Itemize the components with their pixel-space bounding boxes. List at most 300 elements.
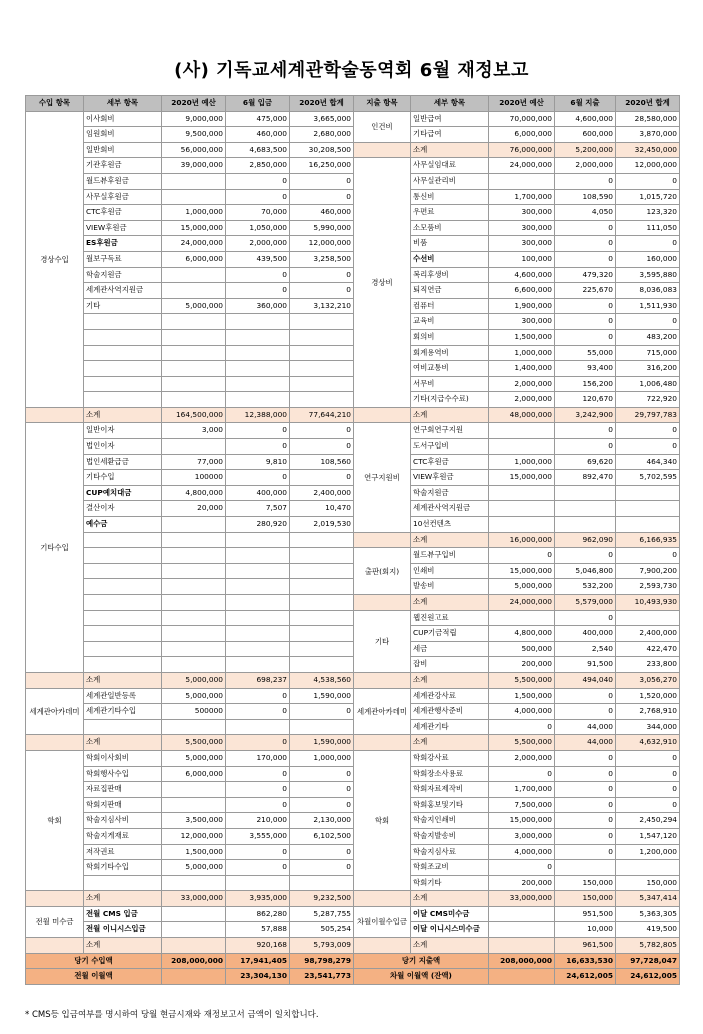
expense-total: 0 (616, 173, 680, 189)
expense-budget (489, 501, 555, 517)
expense-total: 0 (616, 750, 680, 766)
income-budget (162, 906, 226, 922)
empty-cell (162, 392, 226, 408)
expense-item: 세계관강사료 (411, 688, 489, 704)
empty-cell (290, 532, 354, 548)
income-total: 0 (290, 189, 354, 205)
expense-category: 기타 (354, 610, 411, 672)
expense-total: 464,340 (616, 454, 680, 470)
expense-subtotal-value: 961,500 (555, 938, 616, 954)
expense-category: 인건비 (354, 111, 411, 142)
table-row (26, 579, 680, 595)
expense-month (555, 860, 616, 876)
expense-budget: 4,800,000 (489, 626, 555, 642)
expense-grand-total-month: 16,633,530 (555, 953, 616, 969)
expense-total (616, 485, 680, 501)
empty-cell (290, 595, 354, 611)
expense-month: 4,050 (555, 205, 616, 221)
expense-total: 1,520,000 (616, 688, 680, 704)
expense-item: 도서구입비 (411, 439, 489, 455)
expense-budget: 300,000 (489, 314, 555, 330)
expense-item: 소모품비 (411, 220, 489, 236)
income-month: 400,000 (226, 485, 290, 501)
income-budget (162, 517, 226, 533)
expense-budget: 15,000,000 (489, 470, 555, 486)
expense-subtotal-value: 24,000,000 (489, 595, 555, 611)
table-row (26, 782, 680, 798)
expense-total: 1,547,120 (616, 828, 680, 844)
income-total: 0 (290, 797, 354, 813)
table-row (26, 797, 680, 813)
expense-budget (489, 610, 555, 626)
income-budget: 1,000,000 (162, 205, 226, 221)
income-budget: 5,000,000 (162, 750, 226, 766)
income-carry-budget (162, 969, 226, 985)
empty-cell (290, 548, 354, 564)
table-row (26, 376, 680, 392)
expense-subtotal-label: 소계 (411, 407, 489, 423)
income-month: 0 (226, 797, 290, 813)
empty-cell (290, 329, 354, 345)
expense-total: 1,511,930 (616, 298, 680, 314)
expense-total: 419,500 (616, 922, 680, 938)
income-budget: 15,000,000 (162, 220, 226, 236)
expense-subtotal-value: 5,500,000 (489, 672, 555, 688)
income-month: 0 (226, 173, 290, 189)
expense-budget (489, 485, 555, 501)
income-budget: 5,000,000 (162, 688, 226, 704)
income-total: 2,400,000 (290, 485, 354, 501)
expense-month: 0 (555, 688, 616, 704)
empty-cell (226, 641, 290, 657)
page-title: (사) 기독교세계관학술동역회 6월 재정보고 (174, 60, 529, 81)
empty-cell (290, 376, 354, 392)
expense-month: 0 (555, 766, 616, 782)
income-carry-month: 23,304,130 (226, 969, 290, 985)
expense-item: 복리후생비 (411, 267, 489, 283)
empty-cell (84, 345, 162, 361)
income-budget: 77,000 (162, 454, 226, 470)
expense-month: 0 (555, 844, 616, 860)
income-total: 10,470 (290, 501, 354, 517)
expense-total: 12,000,000 (616, 158, 680, 174)
expense-budget: 70,000,000 (489, 111, 555, 127)
expense-total (616, 860, 680, 876)
expense-month: 5,046,800 (555, 563, 616, 579)
expense-total: 483,200 (616, 329, 680, 345)
income-item: 결산이자 (84, 501, 162, 517)
expense-month: 0 (555, 610, 616, 626)
income-subtotal-value: 5,000,000 (162, 672, 226, 688)
income-item: 세계관기타수입 (84, 704, 162, 720)
expense-subtotal-label: 소계 (411, 938, 489, 954)
income-item: 학회지판매 (84, 797, 162, 813)
expense-month: 0 (555, 782, 616, 798)
expense-month: 0 (555, 548, 616, 564)
empty-cell (162, 626, 226, 642)
income-subtotal-value: 1,590,000 (290, 735, 354, 751)
expense-subtotal-value (489, 938, 555, 954)
expense-subtotal-empty (354, 735, 411, 751)
expense-month: 4,600,000 (555, 111, 616, 127)
expense-budget (489, 906, 555, 922)
expense-subtotal-label: 소계 (411, 735, 489, 751)
table-row (26, 875, 680, 891)
expense-budget: 1,400,000 (489, 361, 555, 377)
empty-cell (84, 392, 162, 408)
expense-subtotal-value: 494,040 (555, 672, 616, 688)
expense-total: 7,900,200 (616, 563, 680, 579)
income-total: 3,258,500 (290, 251, 354, 267)
income-total: 3,665,000 (290, 111, 354, 127)
expense-item: 서무비 (411, 376, 489, 392)
income-item: 일반회비 (84, 142, 162, 158)
empty-cell (162, 548, 226, 564)
empty-cell (162, 657, 226, 673)
income-category: 학회 (26, 750, 84, 890)
income-item: 이사회비 (84, 111, 162, 127)
column-header: 세부 항목 (411, 96, 489, 112)
expense-total: 1,200,000 (616, 844, 680, 860)
table-row (26, 501, 680, 517)
expense-month: 55,000 (555, 345, 616, 361)
income-total: 0 (290, 173, 354, 189)
income-item: 월보구독료 (84, 251, 162, 267)
expense-budget (489, 922, 555, 938)
expense-item: 발송비 (411, 579, 489, 595)
table-row (26, 704, 680, 720)
expense-budget: 500,000 (489, 641, 555, 657)
empty-cell (84, 376, 162, 392)
income-total: 3,132,210 (290, 298, 354, 314)
income-month: 7,507 (226, 501, 290, 517)
empty-cell (162, 563, 226, 579)
expense-item: 교육비 (411, 314, 489, 330)
income-subtotal-label: 소계 (84, 938, 162, 954)
empty-cell (290, 392, 354, 408)
empty-cell (84, 532, 162, 548)
expense-item: 회계용역비 (411, 345, 489, 361)
expense-subtotal-value: 16,000,000 (489, 532, 555, 548)
expense-budget: 100,000 (489, 251, 555, 267)
expense-budget: 3,000,000 (489, 828, 555, 844)
empty-cell (290, 610, 354, 626)
income-category: 기타수입 (26, 423, 84, 673)
expense-budget: 15,000,000 (489, 563, 555, 579)
expense-subtotal-empty (354, 672, 411, 688)
expense-budget: 5,000,000 (489, 579, 555, 595)
expense-item: 월드뷰구입비 (411, 548, 489, 564)
expense-budget: 1,700,000 (489, 189, 555, 205)
expense-total: 422,470 (616, 641, 680, 657)
table-row (26, 392, 680, 408)
expense-item: 일반급여 (411, 111, 489, 127)
income-total: 0 (290, 283, 354, 299)
expense-month: 2,540 (555, 641, 616, 657)
expense-month: 0 (555, 314, 616, 330)
income-month: 360,000 (226, 298, 290, 314)
income-month: 0 (226, 844, 290, 860)
income-month: 0 (226, 782, 290, 798)
table-row (26, 719, 680, 735)
income-item: 학회기타수입 (84, 860, 162, 876)
income-total: 12,000,000 (290, 236, 354, 252)
table-row (26, 735, 680, 751)
expense-item: 학회강사료 (411, 750, 489, 766)
income-month: 439,500 (226, 251, 290, 267)
income-item: CTC후원금 (84, 205, 162, 221)
expense-item: 세계관행사준비 (411, 704, 489, 720)
income-total: 16,250,000 (290, 158, 354, 174)
income-total: 0 (290, 860, 354, 876)
income-month: 210,000 (226, 813, 290, 829)
income-month: 460,000 (226, 127, 290, 143)
expense-total: 0 (616, 314, 680, 330)
income-month: 0 (226, 704, 290, 720)
expense-item: 우편료 (411, 205, 489, 221)
expense-month: 600,000 (555, 127, 616, 143)
expense-item: CUP기금적립 (411, 626, 489, 642)
finance-report-table (25, 95, 680, 985)
table-row (26, 595, 680, 611)
income-category: 전월 미수금 (26, 906, 84, 937)
empty-cell (226, 329, 290, 345)
empty-cell (84, 626, 162, 642)
empty-cell (84, 641, 162, 657)
empty-cell (290, 719, 354, 735)
expense-budget: 15,000,000 (489, 813, 555, 829)
grand-total-row (26, 953, 680, 969)
expense-month: 10,000 (555, 922, 616, 938)
income-total: 5,990,000 (290, 220, 354, 236)
table-row (26, 938, 680, 954)
income-total: 0 (290, 423, 354, 439)
expense-month: 0 (555, 251, 616, 267)
empty-cell (290, 657, 354, 673)
expense-subtotal-empty (354, 891, 411, 907)
empty-cell (162, 345, 226, 361)
income-total: 505,254 (290, 922, 354, 938)
income-grand-total-label: 당기 수입액 (26, 953, 162, 969)
income-budget (162, 922, 226, 938)
empty-cell (290, 563, 354, 579)
table-row (26, 158, 680, 174)
empty-cell (84, 563, 162, 579)
expense-subtotal-value: 44,000 (555, 735, 616, 751)
expense-item: 사무실관리비 (411, 173, 489, 189)
income-item: 일반이자 (84, 423, 162, 439)
income-item: 학술지원금 (84, 267, 162, 283)
table-row (26, 361, 680, 377)
table-row (26, 439, 680, 455)
expense-item: 사무실임대료 (411, 158, 489, 174)
income-month: 0 (226, 283, 290, 299)
income-budget: 500000 (162, 704, 226, 720)
expense-subtotal-empty (354, 407, 411, 423)
expense-budget: 2,000,000 (489, 750, 555, 766)
expense-month: 69,620 (555, 454, 616, 470)
expense-subtotal-value: 76,000,000 (489, 142, 555, 158)
expense-total: 3,870,000 (616, 127, 680, 143)
expense-item: 세금 (411, 641, 489, 657)
income-grand-total-month: 17,941,405 (226, 953, 290, 969)
expense-subtotal-value: 3,242,900 (555, 407, 616, 423)
table-row (26, 844, 680, 860)
empty-cell (226, 579, 290, 595)
income-item: 전월 이니시스입금 (84, 922, 162, 938)
column-header: 수입 항목 (26, 96, 84, 112)
table-row (26, 345, 680, 361)
expense-budget (489, 517, 555, 533)
expense-total: 28,580,000 (616, 111, 680, 127)
table-row (26, 485, 680, 501)
expense-month: 892,470 (555, 470, 616, 486)
income-subtotal-empty (26, 407, 84, 423)
income-total: 6,102,500 (290, 828, 354, 844)
expense-month: 0 (555, 704, 616, 720)
expense-item: 퇴직연금 (411, 283, 489, 299)
income-item: CUP예치대금 (84, 485, 162, 501)
table-row (26, 470, 680, 486)
column-header: 세부 항목 (84, 96, 162, 112)
expense-item: 잡비 (411, 657, 489, 673)
income-item: 기타 (84, 298, 162, 314)
table-row (26, 205, 680, 221)
expense-subtotal-value: 962,090 (555, 532, 616, 548)
income-budget: 9,500,000 (162, 127, 226, 143)
expense-subtotal-value: 4,632,910 (616, 735, 680, 751)
table-row (26, 127, 680, 143)
income-subtotal-label: 소계 (84, 735, 162, 751)
expense-subtotal-label: 소계 (411, 595, 489, 611)
expense-budget: 1,000,000 (489, 345, 555, 361)
table-row (26, 251, 680, 267)
income-subtotal-value: 164,500,000 (162, 407, 226, 423)
expense-total: 3,595,880 (616, 267, 680, 283)
income-subtotal-value: 77,644,210 (290, 407, 354, 423)
income-budget: 5,000,000 (162, 298, 226, 314)
table-row (26, 766, 680, 782)
expense-budget: 1,900,000 (489, 298, 555, 314)
empty-cell (84, 875, 162, 891)
expense-total: 233,800 (616, 657, 680, 673)
expense-subtotal-value: 33,000,000 (489, 891, 555, 907)
empty-cell (290, 361, 354, 377)
expense-month: 0 (555, 220, 616, 236)
expense-total: 344,000 (616, 719, 680, 735)
expense-month: 479,320 (555, 267, 616, 283)
expense-month: 951,500 (555, 906, 616, 922)
empty-cell (226, 610, 290, 626)
expense-budget: 1,500,000 (489, 688, 555, 704)
expense-subtotal-value: 5,500,000 (489, 735, 555, 751)
expense-total (616, 610, 680, 626)
income-month: 3,555,000 (226, 828, 290, 844)
income-subtotal-empty (26, 735, 84, 751)
finance-report-table-wrap (25, 95, 679, 985)
income-month: 70,000 (226, 205, 290, 221)
income-item: 세계관일반등록 (84, 688, 162, 704)
expense-month: 532,200 (555, 579, 616, 595)
table-row (26, 626, 680, 642)
empty-cell (290, 641, 354, 657)
income-month: 170,000 (226, 750, 290, 766)
column-header: 6월 입금 (226, 96, 290, 112)
income-category: 세계관아카데미 (26, 688, 84, 735)
income-total: 108,560 (290, 454, 354, 470)
table-row (26, 922, 680, 938)
expense-subtotal-value: 6,166,935 (616, 532, 680, 548)
income-subtotal-empty (26, 672, 84, 688)
column-header: 2020년 예산 (489, 96, 555, 112)
empty-cell (84, 657, 162, 673)
expense-category: 학회 (354, 750, 411, 890)
table-row (26, 688, 680, 704)
income-budget: 1,500,000 (162, 844, 226, 860)
income-budget (162, 267, 226, 283)
expense-total: 150,000 (616, 875, 680, 891)
expense-item: CTC후원금 (411, 454, 489, 470)
expense-item: 기타급여 (411, 127, 489, 143)
expense-subtotal-label: 소계 (411, 532, 489, 548)
income-subtotal-value: 5,793,009 (290, 938, 354, 954)
income-month: 0 (226, 688, 290, 704)
income-grand-total-budget: 208,000,000 (162, 953, 226, 969)
income-budget: 5,000,000 (162, 860, 226, 876)
income-budget (162, 782, 226, 798)
income-item: 학술지심사비 (84, 813, 162, 829)
expense-month: 0 (555, 423, 616, 439)
expense-budget: 200,000 (489, 657, 555, 673)
empty-cell (226, 548, 290, 564)
income-category: 경상수입 (26, 111, 84, 407)
empty-cell (162, 579, 226, 595)
empty-cell (84, 595, 162, 611)
expense-item: 학술지발송비 (411, 828, 489, 844)
expense-month: 0 (555, 298, 616, 314)
expense-subtotal-value: 29,797,783 (616, 407, 680, 423)
expense-total: 2,450,294 (616, 813, 680, 829)
expense-month: 93,400 (555, 361, 616, 377)
income-subtotal-value: 12,388,000 (226, 407, 290, 423)
empty-cell (226, 345, 290, 361)
expense-item: 10선컨텐츠 (411, 517, 489, 533)
income-total: 0 (290, 766, 354, 782)
expense-category: 차월이월수입금 (354, 906, 411, 937)
empty-cell (84, 579, 162, 595)
expense-month: 0 (555, 236, 616, 252)
income-carry-sum: 23,541,773 (290, 969, 354, 985)
table-row (26, 142, 680, 158)
income-month: 0 (226, 766, 290, 782)
expense-budget: 300,000 (489, 220, 555, 236)
empty-cell (84, 361, 162, 377)
expense-budget: 2,000,000 (489, 392, 555, 408)
empty-cell (162, 719, 226, 735)
expense-subtotal-value: 5,579,000 (555, 595, 616, 611)
empty-cell (226, 657, 290, 673)
expense-budget: 1,700,000 (489, 782, 555, 798)
expense-total: 8,036,083 (616, 283, 680, 299)
empty-cell (84, 314, 162, 330)
empty-cell (162, 532, 226, 548)
expense-total: 0 (616, 439, 680, 455)
table-row (26, 891, 680, 907)
table-row (26, 236, 680, 252)
table-row (26, 329, 680, 345)
empty-cell (162, 376, 226, 392)
income-subtotal-empty (26, 938, 84, 954)
